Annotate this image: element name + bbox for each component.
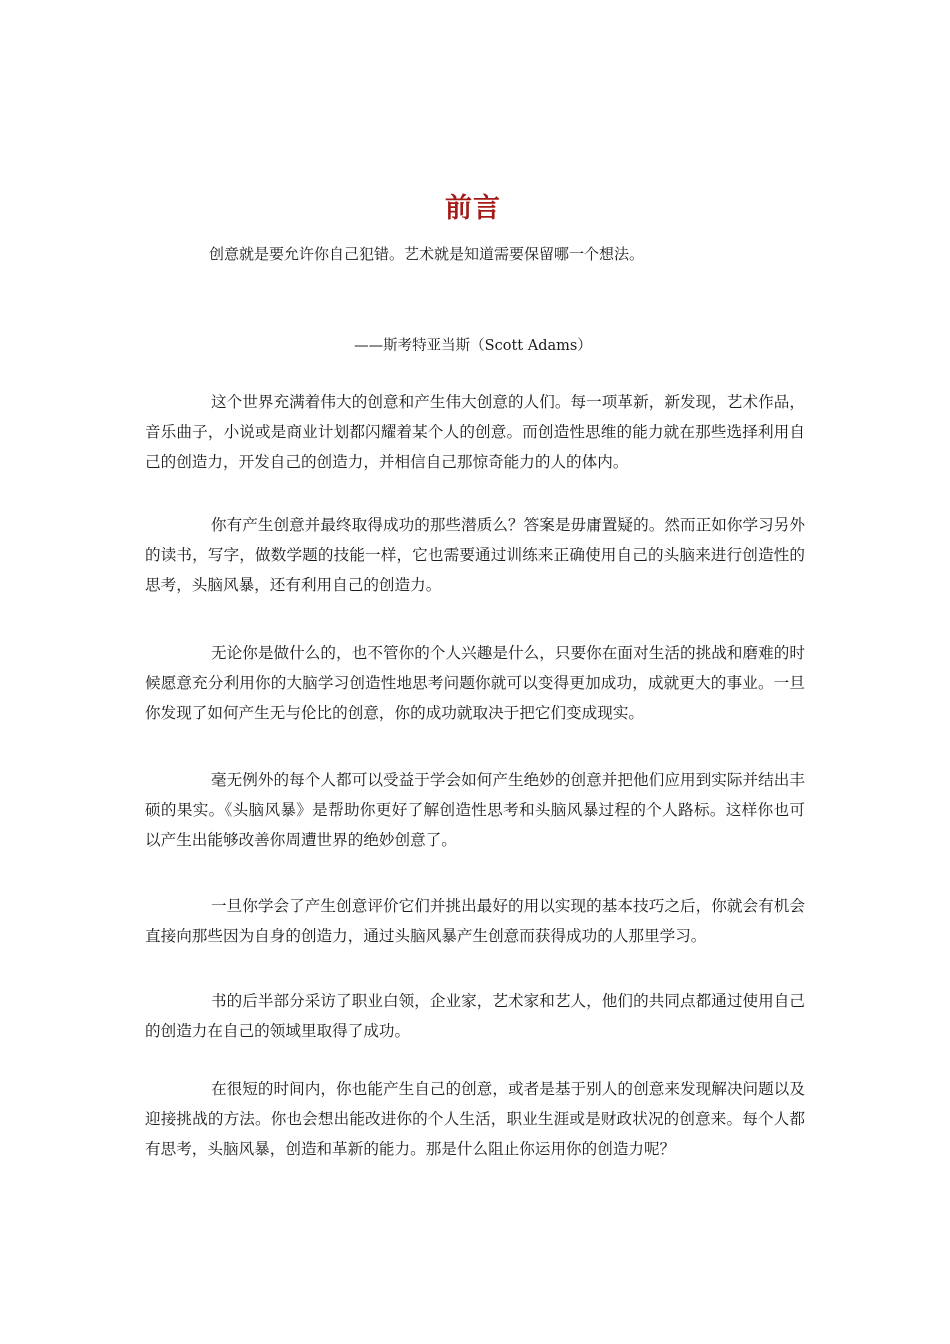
body-paragraph-1: 这个世界充满着伟大的创意和产生伟大创意的人们。每一项革新，新发现，艺术作品，音乐曲子，小说或是商业计划都闪耀着某个人的创意。而创造性思维的能力就在那些选择利用自己的创造力，开发自己的创造力，并相信自己那惊奇能力的人的体内。	[145, 393, 805, 471]
body-paragraph-7: 在很短的时间内，你也能产生自己的创意，或者是基于别人的创意来发现解决问题以及迎接挑战的方法。你也会想出能改进你的个人生活，职业生涯或是财政状况的创意来。每个人都有思考，头脑风暴，创造和革新的能力。那是什么阻止你运用你的创造力呢？	[145, 1080, 805, 1158]
body-paragraph-3: 无论你是做什么的，也不管你的个人兴趣是什么，只要你在面对生活的挑战和磨难的时候愿意充分利用你的大脑学习创造性地思考问题你就可以变得更加成功，成就更大的事业。一旦你发现了如何产生无与伦比的创意，你的成功就取决于把它们变成现实。	[145, 644, 805, 722]
body-paragraph-4: 毫无例外的每个人都可以受益于学会如何产生绝妙的创意并把他们应用到实际并结出丰硕的果实。《头脑风暴》是帮助你更好了解创造性思考和头脑风暴过程的个人路标。这样你也可以产生出能够改善你周遭世界的绝妙创意了。	[145, 771, 805, 849]
body-paragraph-5: 一旦你学会了产生创意评价它们并挑出最好的用以实现的基本技巧之后，你就会有机会直接向那些因为自身的创造力，通过头脑风暴产生创意而获得成功的人那里学习。	[145, 897, 805, 945]
page-title: 前言	[445, 193, 501, 224]
epigraph-quote: 创意就是要允许你自己犯错。艺术就是知道需要保留哪一个想法。	[209, 245, 645, 263]
body-paragraph-6: 书的后半部分采访了职业白领，企业家，艺术家和艺人，他们的共同点都通过使用自己的创造力在自己的领域里取得了成功。	[145, 992, 805, 1040]
body-paragraph-2: 你有产生创意并最终取得成功的那些潜质么？答案是毋庸置疑的。然而正如你学习另外的读书，写字，做数学题的技能一样，它也需要通过训练来正确使用自己的头脑来进行创造性的思考，头脑风暴，还有利用自己的创造力。	[145, 516, 805, 594]
epigraph-attribution: ——斯考特亚当斯（Scott Adams）	[354, 338, 592, 354]
